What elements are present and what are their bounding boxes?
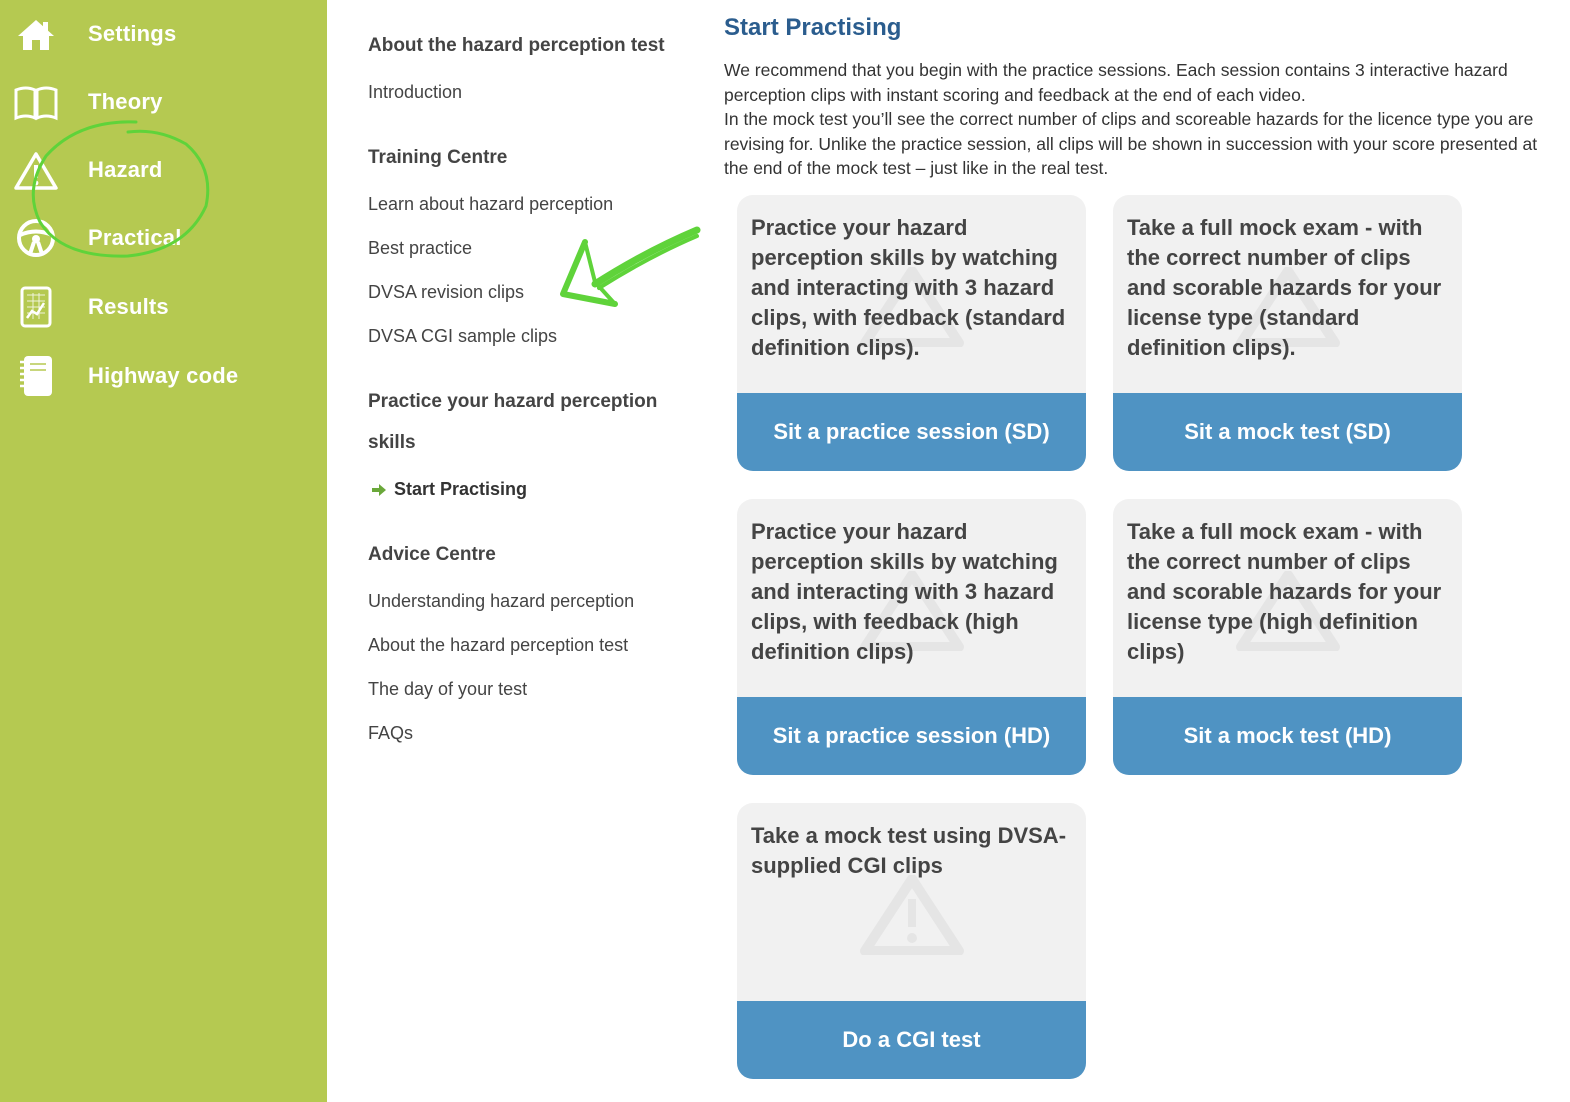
annotation-arrow — [555, 222, 703, 314]
sidebar-item-highway-code[interactable] — [0, 346, 327, 406]
chart-clipboard-icon — [12, 285, 60, 329]
card-practice-hd — [737, 499, 1086, 775]
do-cgi-test-button[interactable]: Do a CGI test — [737, 1001, 1086, 1079]
notebook-icon — [12, 354, 60, 398]
section-heading-advice: Advice Centre — [368, 544, 496, 565]
warning-icon — [12, 148, 60, 192]
sidebar-item-settings[interactable] — [0, 4, 327, 64]
card-mock-hd — [1113, 499, 1462, 775]
sit-practice-session-hd-button[interactable]: Sit a practice session (HD) — [737, 697, 1086, 775]
sidebar-item-hazard[interactable] — [0, 140, 327, 200]
home-icon — [12, 12, 60, 56]
sidebar-item-label: Settings — [88, 21, 177, 46]
intro-paragraph-2: In the mock test you’ll see the correct number of clips and scoreable hazards for the licence type you are revising for. Unlike the practice session, all clips will be shown in succession with your score presented at the end of the mock test – just like in the real test. — [724, 109, 1538, 179]
sidebar-item-theory[interactable] — [0, 72, 327, 132]
card-description: Take a full mock exam - with the correct number of clips and scorable hazards for your license type (high definition clips) — [1127, 519, 1442, 664]
section-heading-about: About the hazard perception test — [368, 35, 665, 56]
sit-practice-session-sd-button[interactable]: Sit a practice session (SD) — [737, 393, 1086, 471]
link-learn-about-hazard-perception[interactable]: Learn about hazard perception — [368, 194, 614, 214]
sidebar-item-label: Hazard — [88, 157, 163, 182]
sit-mock-test-hd-button[interactable]: Sit a mock test (HD) — [1113, 697, 1462, 775]
sidebar — [0, 0, 327, 1102]
sidebar-item-practical[interactable] — [0, 208, 327, 268]
link-start-practising[interactable]: Start Practising — [394, 479, 528, 499]
link-understanding-hazard-perception[interactable]: Understanding hazard perception — [368, 591, 635, 611]
steering-wheel-icon — [12, 216, 60, 260]
sidebar-item-label: Highway code — [88, 363, 239, 388]
sit-mock-test-sd-button[interactable]: Sit a mock test (SD) — [1113, 393, 1462, 471]
card-description: Take a full mock exam - with the correct number of clips and scorable hazards for your license type (standard definition clips). — [1127, 215, 1442, 360]
link-best-practice[interactable]: Best practice — [368, 238, 473, 258]
sidebar-item-results[interactable] — [0, 277, 327, 337]
arrow-right-icon — [371, 483, 387, 497]
sidebar-item-label: Results — [88, 294, 169, 319]
link-introduction[interactable]: Introduction — [368, 82, 463, 102]
link-dvsa-cgi-sample-clips[interactable]: DVSA CGI sample clips — [368, 326, 558, 346]
page-title: Start Practising — [724, 14, 902, 41]
link-dvsa-revision-clips[interactable]: DVSA revision clips — [368, 282, 525, 302]
card-practice-sd — [737, 195, 1086, 471]
card-mock-sd — [1113, 195, 1462, 471]
card-description: Practice your hazard perception skills by watching and interacting with 3 hazard clips, with feedback (standard definition clips). — [751, 215, 1066, 360]
card-cgi-test — [737, 803, 1086, 1079]
card-description: Practice your hazard perception skills by watching and interacting with 3 hazard clips, with feedback (high definition clips) — [751, 519, 1058, 664]
link-faqs[interactable]: FAQs — [368, 723, 414, 743]
intro-paragraph-1: We recommend that you begin with the practice sessions. Each session contains 3 interactive hazard perception clips with instant scoring and feedback at the end of each video. — [724, 60, 1508, 105]
link-day-of-your-test[interactable]: The day of your test — [368, 679, 528, 699]
card-description: Take a mock test using DVSA-supplied CGI clips — [751, 823, 1067, 878]
section-heading-practice-line2: skills — [368, 432, 416, 453]
sidebar-item-label: Theory — [88, 89, 163, 114]
hazard-watermark-icon — [837, 875, 987, 955]
sidebar-item-label: Practical — [88, 225, 182, 250]
intro-text — [724, 58, 1564, 181]
link-about-the-test[interactable]: About the hazard perception test — [368, 635, 629, 655]
book-icon — [12, 80, 60, 124]
section-heading-training: Training Centre — [368, 147, 508, 168]
section-heading-practice: Practice your hazard perception — [368, 391, 658, 412]
